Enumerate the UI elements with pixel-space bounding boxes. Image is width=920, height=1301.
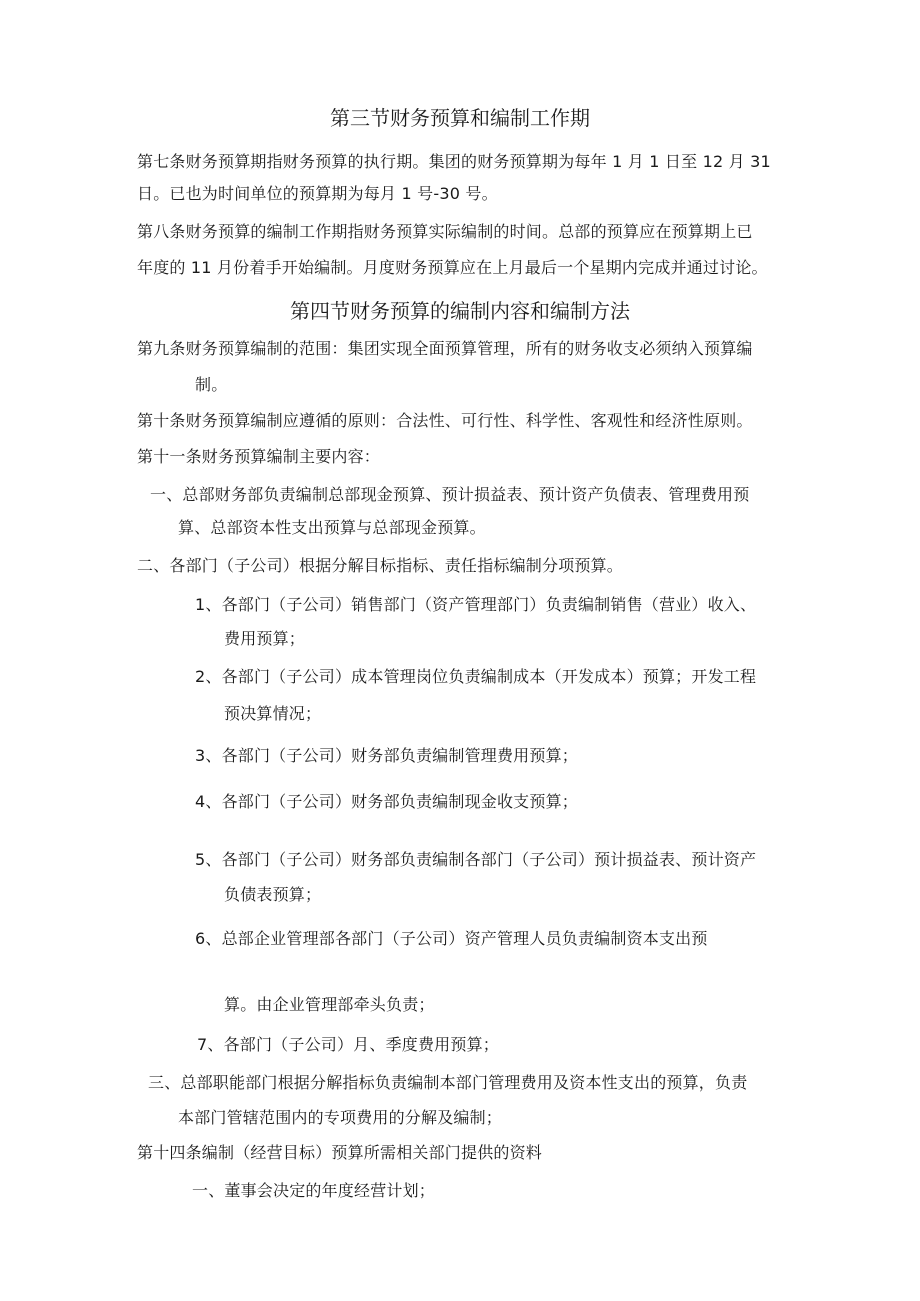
sub-item-4: 4、各部门（子公司）财务部负责编制现金收支预算； [195, 792, 578, 811]
article-8-line-2: 年度的 11 月份着手开始编制。月度财务预算应在上月最后一个星期内完成并通过讨论。 [137, 258, 768, 277]
sub-item-1-line-1: 1、各部门（子公司）销售部门（资产管理部门）负责编制销售（营业）收入、 [195, 595, 757, 614]
article-10: 第十条财务预算编制应遵循的原则：合法性、可行性、科学性、客观性和经济性原则。 [137, 411, 753, 430]
sub-item-3: 3、各部门（子公司）财务部负责编制管理费用预算； [195, 746, 578, 765]
section-4-title: 第四节财务预算的编制内容和编制方法 [290, 299, 630, 323]
article-8-line-1: 第八条财务预算的编制工作期指财务预算实际编制的时间。总部的预算应在预算期上已 [137, 222, 753, 241]
item-3-line-2: 本部门管辖范围内的专项费用的分解及编制； [178, 1108, 503, 1127]
article-11: 第十一条财务预算编制主要内容： [137, 447, 381, 466]
sub-item-5-line-2: 负债表预算； [224, 885, 322, 904]
sub-item-5-line-1: 5、各部门（子公司）财务部负责编制各部门（子公司）预计损益表、预计资产 [195, 850, 757, 869]
section-3-title: 第三节财务预算和编制工作期 [330, 106, 590, 130]
item-1-line-2: 算、总部资本性支出预算与总部现金预算。 [178, 518, 486, 537]
article-14: 第十四条编制（经营目标）预算所需相关部门提供的资料 [137, 1143, 543, 1162]
item-3-line-1: 三、总部职能部门根据分解指标负责编制本部门管理费用及资本性支出的预算，负责 [148, 1073, 748, 1092]
article-9-line-2: 制。 [195, 375, 228, 394]
sub-item-6-line-1: 6、总部企业管理部各部门（子公司）资产管理人员负责编制资本支出预 [195, 929, 708, 948]
sub-item-2-line-2: 预决算情况； [224, 704, 322, 723]
article-7-line-1: 第七条财务预算期指财务预算的执行期。集团的财务预算期为每年 1 月 1 日至 12 月 31 [137, 152, 771, 171]
sub-item-1-line-2: 费用预算； [224, 629, 306, 648]
item-2: 二、各部门（子公司）根据分解目标指标、责任指标编制分项预算。 [137, 556, 624, 575]
article-9-line-1: 第九条财务预算编制的范围：集团实现全面预算管理，所有的财务收支必须纳入预算编 [137, 339, 753, 358]
sub-item-7: 7、各部门（子公司）月、季度费用预算； [197, 1035, 499, 1054]
sub-item-2-line-1: 2、各部门（子公司）成本管理岗位负责编制成本（开发成本）预算；开发工程 [195, 667, 757, 686]
article-14-item-1: 一、董事会决定的年度经营计划； [192, 1181, 436, 1200]
sub-item-6-line-2: 算。由企业管理部牵头负责； [224, 995, 435, 1014]
item-1-line-1: 一、总部财务部负责编制总部现金预算、预计损益表、预计资产负债表、管理费用预 [150, 485, 750, 504]
article-7-line-2: 日。已也为时间单位的预算期为每月 1 号-30 号。 [137, 184, 498, 203]
